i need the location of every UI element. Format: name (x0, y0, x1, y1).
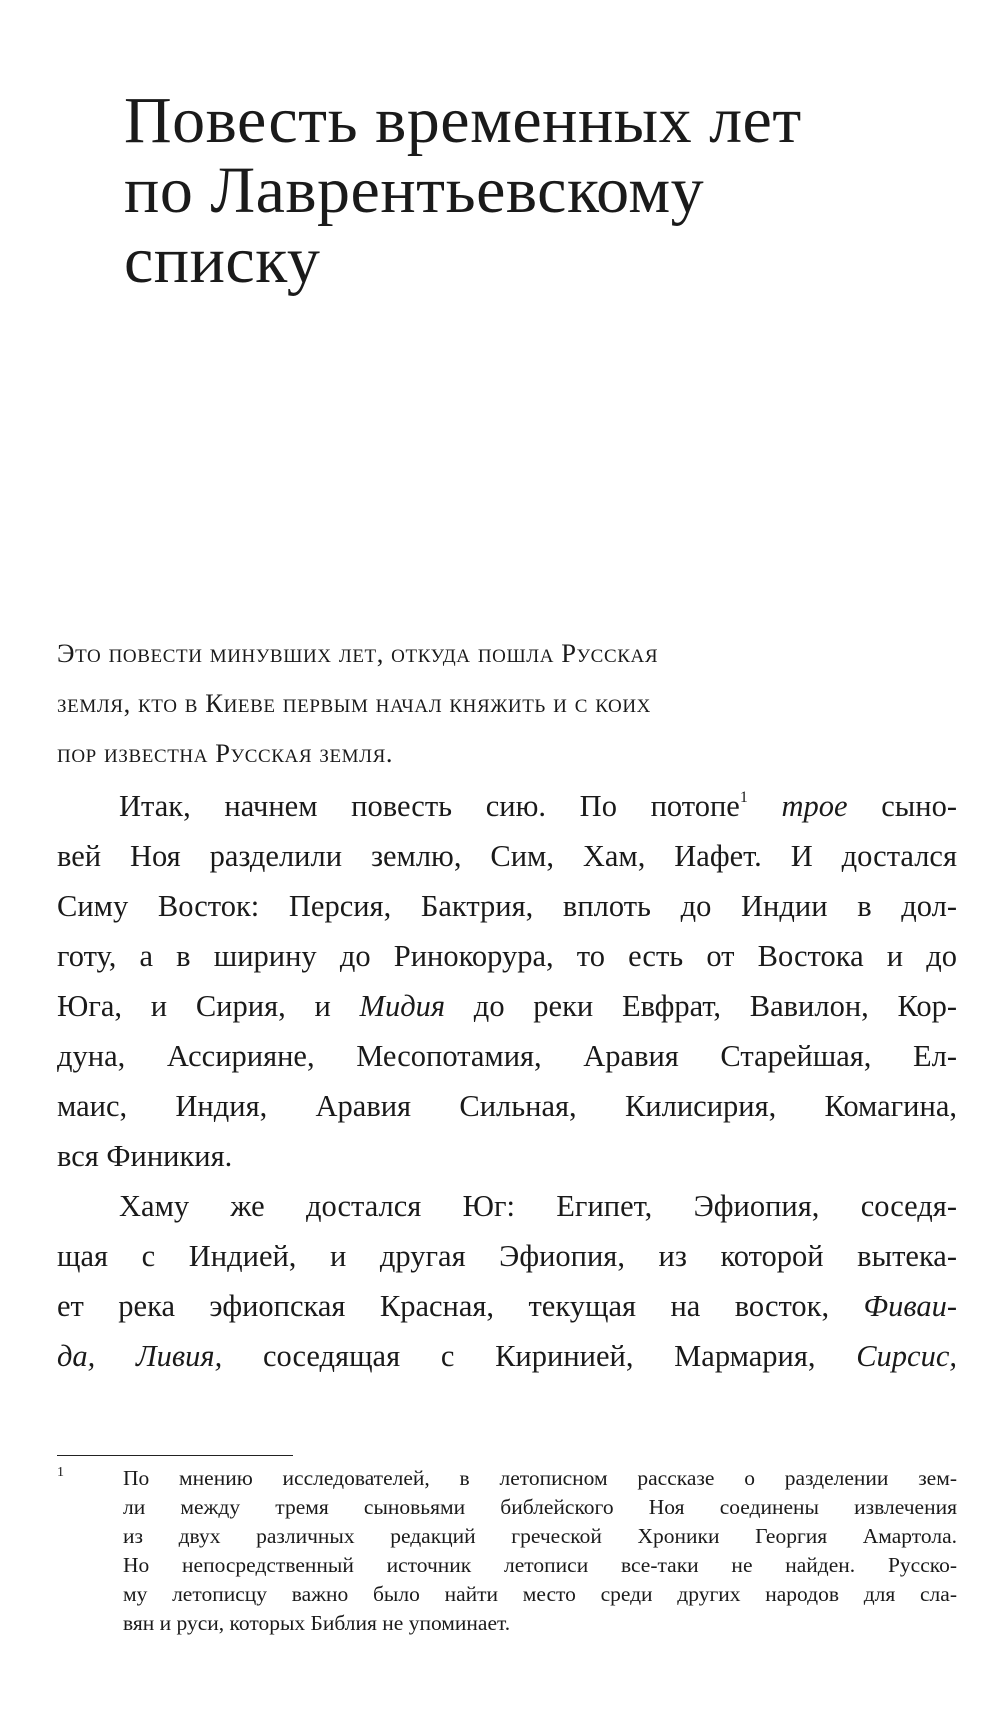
title-line: по Лаврентьевскому (124, 154, 705, 227)
text-line: готу, а в ширину до Ринокорура, то есть от Востока и до (57, 939, 957, 973)
footnote-line: из двух различных редакций греческой Хроники Георгия Амартола. (123, 1524, 957, 1548)
footnote-number: 1 (57, 1465, 64, 1480)
text-line: Итак, начнем повесть сию. По потопе$^1$ трое сыно- (119, 789, 958, 823)
footnote-line: Но непосредственный источник летописи все-таки не найден. Русско- (123, 1553, 957, 1577)
text-line: Симу Восток: Персия, Бактрия, вплоть до Индии в дол- (57, 889, 957, 923)
footnote-ref[interactable]: 1 (739, 789, 748, 806)
text-line: дуна, Ассирияне, Месопотамия, Аравия Старейшая, Ел- (57, 1039, 957, 1073)
text-line: Юга, и Сирия, и Мидия до реки Евфрат, Вавилон, Кор- (57, 989, 958, 1023)
footnote-line: вян и руси, которых Библия не упоминает. (123, 1611, 511, 1635)
text-line: Хаму же достался Юг: Египет, Эфиопия, соседя- (119, 1189, 957, 1223)
footnote-line: По мнению исследователей, в летописном рассказе о разделении зем- (123, 1466, 957, 1490)
intro-line: пор известна Русская земля. (57, 738, 394, 768)
main-text (57, 781, 957, 1381)
text-line: маис, Индия, Аравия Сильная, Килисирия, Комагина, (57, 1089, 957, 1123)
footnote-line: ли между тремя сыновьями библейского Ноя соединены извлечения (123, 1495, 957, 1519)
intro-line: Это повести минувших лет, откуда пошла Русская (57, 638, 659, 668)
title-line: списку (124, 224, 321, 297)
text-line: вей Ноя разделили землю, Сим, Хам, Иафет. И достался (57, 839, 957, 873)
footnote-divider (57, 1455, 293, 1456)
title-line: Повесть временных лет (124, 84, 802, 157)
footnote-line: му летописцу важно было найти место среди других народов для сла- (123, 1582, 957, 1606)
footnote-text (123, 1464, 957, 1638)
text-line: щая с Индией, и другая Эфиопия, из которой вытека- (57, 1239, 957, 1273)
intro-paragraph (57, 628, 957, 778)
text-line: да, Ливия, соседящая с Киринией, Мармария, Сирсис, (57, 1339, 957, 1373)
text-line: ет река эфиопская Красная, текущая на восток, Фиваи- (57, 1289, 958, 1323)
chapter-title (124, 86, 924, 296)
intro-line: земля, кто в Киеве первым начал княжить и с коих (57, 688, 651, 718)
text-line: вся Финикия. (57, 1139, 233, 1173)
